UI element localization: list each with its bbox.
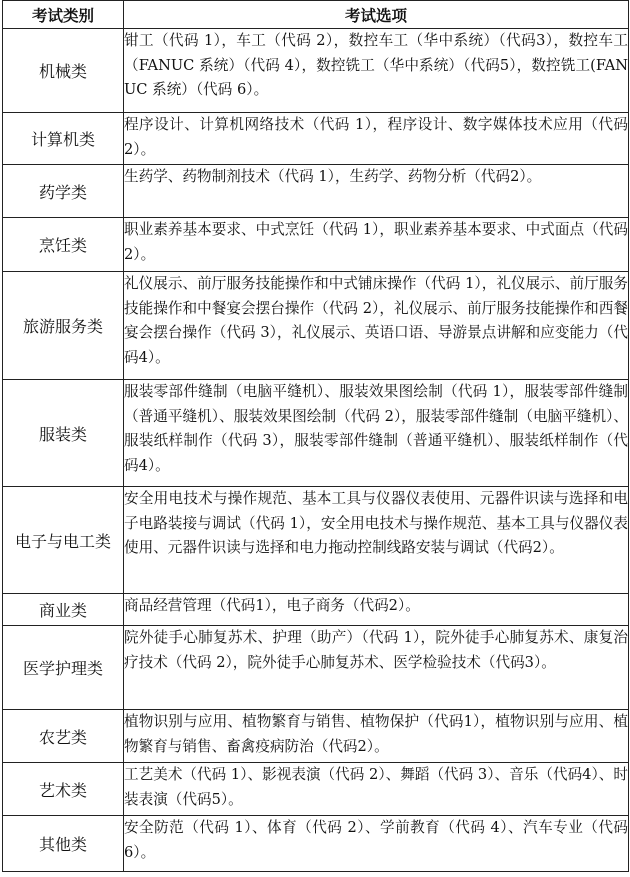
table-row xyxy=(3,218,629,272)
row-category: 旅游服务类 xyxy=(3,272,124,380)
table-row xyxy=(3,29,629,113)
row-category: 其他类 xyxy=(3,816,124,872)
row-category: 烹饪类 xyxy=(3,218,124,272)
table-row xyxy=(3,272,629,380)
row-options: 商品经营管理（代码1），电子商务（代码2）。 xyxy=(124,594,629,626)
row-options: 生药学、药物制剂技术（代码 1），生药学、药物分析（代码2）。 xyxy=(124,165,629,218)
table-row xyxy=(3,594,629,626)
row-category: 药学类 xyxy=(3,165,124,218)
table-row xyxy=(3,380,629,487)
row-category: 电子与电工类 xyxy=(3,487,124,594)
row-category: 计算机类 xyxy=(3,113,124,165)
table-row xyxy=(3,710,629,763)
row-category: 医学护理类 xyxy=(3,626,124,710)
header-options: 考试选项 xyxy=(124,1,629,29)
row-options: 院外徒手心肺复苏术、护理（助产）（代码 1），院外徒手心肺复苏术、康复治疗技术（代码 2），院外徒手心肺复苏术、医学检验技术（代码3）。 xyxy=(124,626,629,710)
row-options: 服装零部件缝制（电脑平缝机）、服装效果图绘制（代码 1），服装零部件缝制（普通平缝机）、服装效果图绘制（代码 2），服装零部件缝制（电脑平缝机）、服装纸样制作（代码 3），服装零部件缝制（普通平缝机）、服装纸样制作（代码4）。 xyxy=(124,380,629,487)
row-category: 机械类 xyxy=(3,29,124,113)
row-options: 职业素养基本要求、中式烹饪（代码 1），职业素养基本要求、中式面点（代码2）。 xyxy=(124,218,629,272)
table-row xyxy=(3,626,629,710)
table-row xyxy=(3,487,629,594)
row-options: 植物识别与应用、植物繁育与销售、植物保护（代码1），植物识别与应用、植物繁育与销售、畜禽疫病防治（代码2）。 xyxy=(124,710,629,763)
row-options: 程序设计、计算机网络技术（代码 1），程序设计、数字媒体技术应用（代码2）。 xyxy=(124,113,629,165)
row-options: 工艺美术（代码 1）、影视表演（代码 2）、舞蹈（代码 3）、音乐（代码4）、时装表演（代码5）。 xyxy=(124,763,629,816)
row-options: 安全防范（代码 1）、体育（代码 2）、学前教育（代码 4）、汽车专业（代码6）。 xyxy=(124,816,629,872)
table-row xyxy=(3,763,629,816)
header-row xyxy=(3,1,629,29)
table-row xyxy=(3,816,629,872)
row-category: 农艺类 xyxy=(3,710,124,763)
exam-options-table xyxy=(2,0,629,872)
row-category: 商业类 xyxy=(3,594,124,626)
table-row xyxy=(3,165,629,218)
row-options: 礼仪展示、前厅服务技能操作和中式铺床操作（代码 1），礼仪展示、前厅服务技能操作和中餐宴会摆台操作（代码 2），礼仪展示、前厅服务技能操作和西餐宴会摆台操作（代码 3），礼仪展示、英语口语、导游景点讲解和应变能力（代码4）。 xyxy=(124,272,629,380)
row-options: 安全用电技术与操作规范、基本工具与仪器仪表使用、元器件识读与选择和电子电路装接与调试（代码 1），安全用电技术与操作规范、基本工具与仪器仪表使用、元器件识读与选择和电力拖动控制线路安装与调试（代码2）。 xyxy=(124,487,629,594)
row-options: 钳工（代码 1），车工（代码 2），数控车工（华中系统）（代码3），数控车工（FANUC 系统）（代码 4），数控铣工（华中系统）（代码5），数控铣工(FANUC 系统）（代码 6）。 xyxy=(124,29,629,113)
row-category: 艺术类 xyxy=(3,763,124,816)
header-category: 考试类别 xyxy=(3,1,124,29)
table-row xyxy=(3,113,629,165)
row-category: 服装类 xyxy=(3,380,124,487)
